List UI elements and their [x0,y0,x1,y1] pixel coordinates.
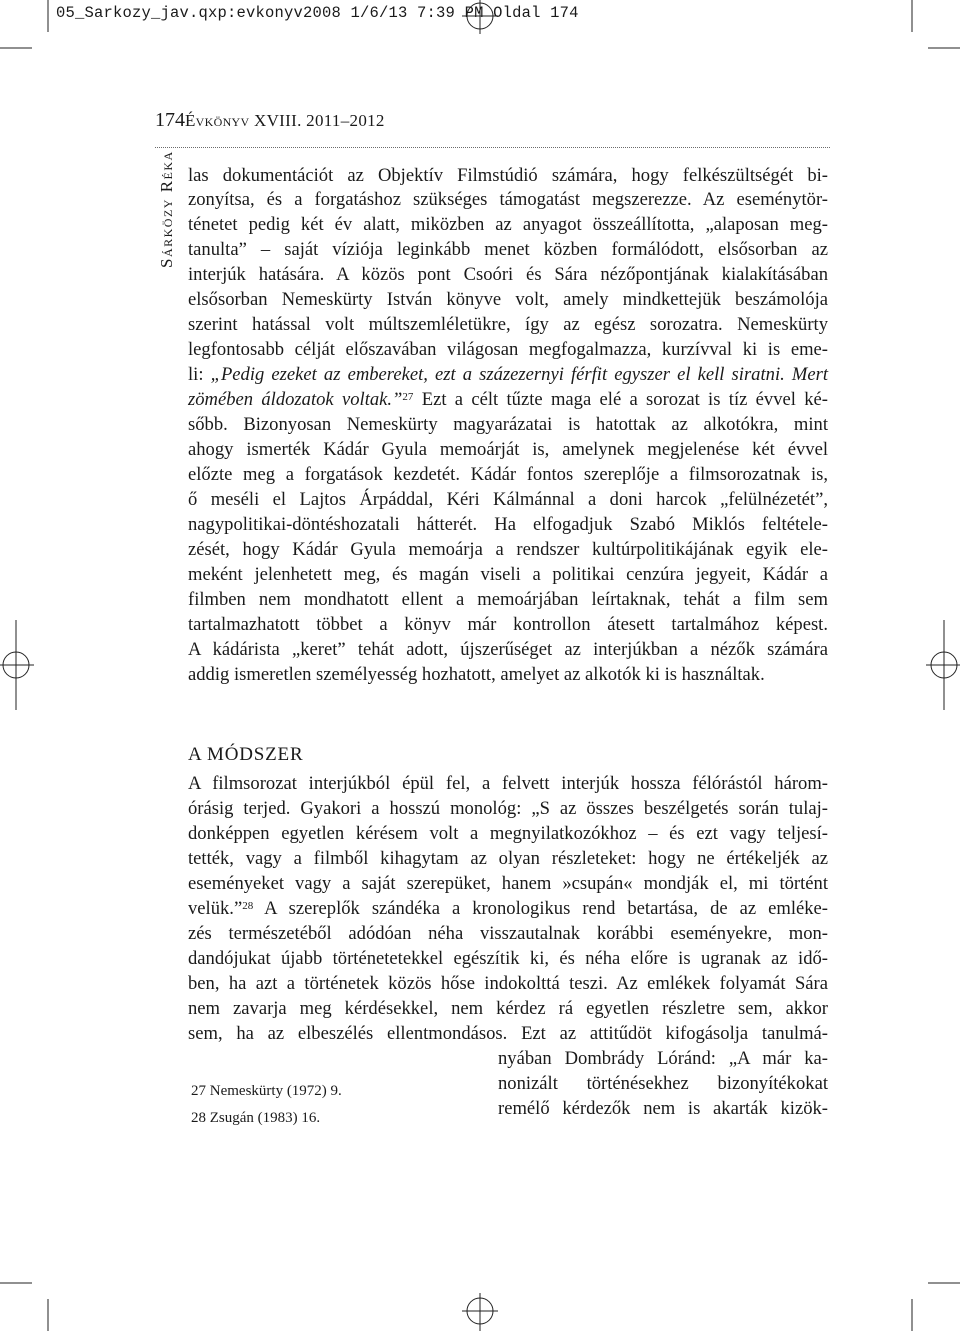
registration-mark [0,620,34,710]
body-line: filmben nem mondhatott ellent a memoárjában leírtaknak, tehát a film sem [188,589,828,610]
page-number: 174 [155,109,185,131]
journal-title: Évkönyv XVIII. 2011–2012 [185,111,385,130]
body-line: tartalmazhatott többet a könyv már kontrollon átesett tartalmához képest. [188,614,828,635]
body-line: elsősorban Nemeskürty István könyve volt, amely mindkettejük beszámolója [188,289,828,310]
footnote-27: 27 Nemeskürty (1972) 9. [191,1083,342,1099]
body-line: tették, vagy a filmből kihagytam az olyan részleteket: hogy ne értékeljék az [188,848,828,869]
italic-quote: zömében áldozatok voltak.” [188,389,403,410]
line-text: A szereplők szándéka a kronologikus rend betartása, de az emléke- [253,898,828,919]
italic-quote: „Pedig ezeket az embereket, ezt a százezernyi férfit egyszer el kell siratni. Mert [210,364,828,385]
body-line: nonizált történésekhez bizonyítékokat [498,1073,828,1094]
body-line: interjúk hatására. A közös pont Csoóri és Sára nézőpontjának kialakításában [188,264,828,285]
line-text: li: [188,364,211,385]
body-line: ténetet pedig két év alatt, miközben az anyagot összeállította, „alaposan meg- [188,214,828,235]
running-head [155,107,830,148]
file-slug: 05_Sarkozy_jav.qxp:evkonyv2008 1/6/13 7:39 PM Oldal 174 [56,4,579,22]
body-line [188,897,828,921]
body-line: órásig terjed. Gyakori a hosszú monológ: „S az összes beszélgetés során tulaj- [188,798,828,819]
body-line [188,363,828,387]
footnote-28: 28 Zsugán (1983) 16. [191,1110,321,1126]
footnote-ref-27[interactable]: 27 [402,391,414,403]
line-text: velük.” [188,898,243,919]
body-line: ben, ha azt a történetek közös hőse indokolttá teszi. Az emlékek folyamát Sára [188,973,828,994]
body-line: zonyítsa, és a forgatáshoz szükséges támogatást megszerezze. Az eseménytör- [188,189,828,210]
body-line: remélő kérdezők nem is akarták kizök- [498,1098,828,1119]
body-line: zés természetéből adódóan néha visszautalnak korábbi eseményekre, mon- [188,923,828,944]
body-line: nem zavarja meg kérdésekkel, nem kérdez rá egyetlen részletre sem, akkor [188,998,828,1019]
body-line: donképpen egyetlen kérésem volt a megnyilatkozókhoz – és ezt vagy teljesí- [188,823,828,844]
body-line: sem, ha az elbeszélés ellentmondásos. Ezt az attitűdöt kifogásolja tanulmá- [188,1023,828,1044]
body-line: nyában Dombrády Lóránd: „A már ka- [498,1048,828,1069]
body-line: sőbb. Bizonyosan Nemeskürty magyarázatai is hatottak az alkotókra, mint [188,414,828,435]
body-line: ahogy ismerték Kádár Gyula memoárját is, amelynek megjelenése két évvel [188,439,828,460]
body-line: addig ismeretlen személyesség hozhatott, amelyet az alkotók ki is használtak. [188,664,765,685]
body-line [188,388,828,412]
body-line: A filmsorozat interjúkból épül fel, a felvett interjúk hossza félórástól három- [188,773,828,794]
footnote-ref-28[interactable]: 28 [242,900,254,912]
body-line: szerint hatással volt múltszemléletükre, így az egész sorozatra. Nemeskürty [188,314,828,335]
body-line: meként jelenhetett meg, és magán viseli a politikai cenzúra jegyeit, Kádár a [188,564,828,585]
body-line: tanulta” – saját víziója leginkább menet közben formálódott, elsősorban az [188,239,828,260]
body-line: előzte meg a forgatások kezdetét. Kádár fontos szereplője a filmsorozatnak is, [188,464,828,485]
author-side-label: Sárközy Réka [157,150,176,268]
registration-mark [462,1293,498,1331]
body-line: nagypolitikai-döntéshozatali hátterét. Ha elfogadjuk Szabó Miklós feltétele- [188,514,828,535]
body-line: legfontosabb célját előszavában világosan megfogalmazza, kurzívval ki is eme- [188,339,828,360]
body-line: zését, hogy Kádár Gyula memoárja a rendszer kultúrpolitikájának egyik ele- [188,539,828,560]
body-line: las dokumentációt az Objektív Filmstúdió számára, hogy felkészültségét bi- [188,165,828,186]
body-line: dandójukat újabb történetetekkel egészítik ki, és néha előre is ugranak az idő- [188,948,828,969]
body-line: A kádárista „keret” tehát adott, újszerűséget az interjúkban a nézők számára [188,639,828,660]
registration-mark [926,620,960,710]
body-line: ő meséli el Lajtos Árpáddal, Kéri Kálmánnal a doni harcok „felülnézetét”, [188,489,828,510]
section-heading: A MÓDSZER [188,744,304,765]
line-text: Ezt a célt tűzte maga elé a sorozat is tíz évvel ké- [413,389,828,410]
body-line: eseményeket vagy a saját szerepüket, hanem »csupán« mondják el, mi történt [188,873,828,894]
